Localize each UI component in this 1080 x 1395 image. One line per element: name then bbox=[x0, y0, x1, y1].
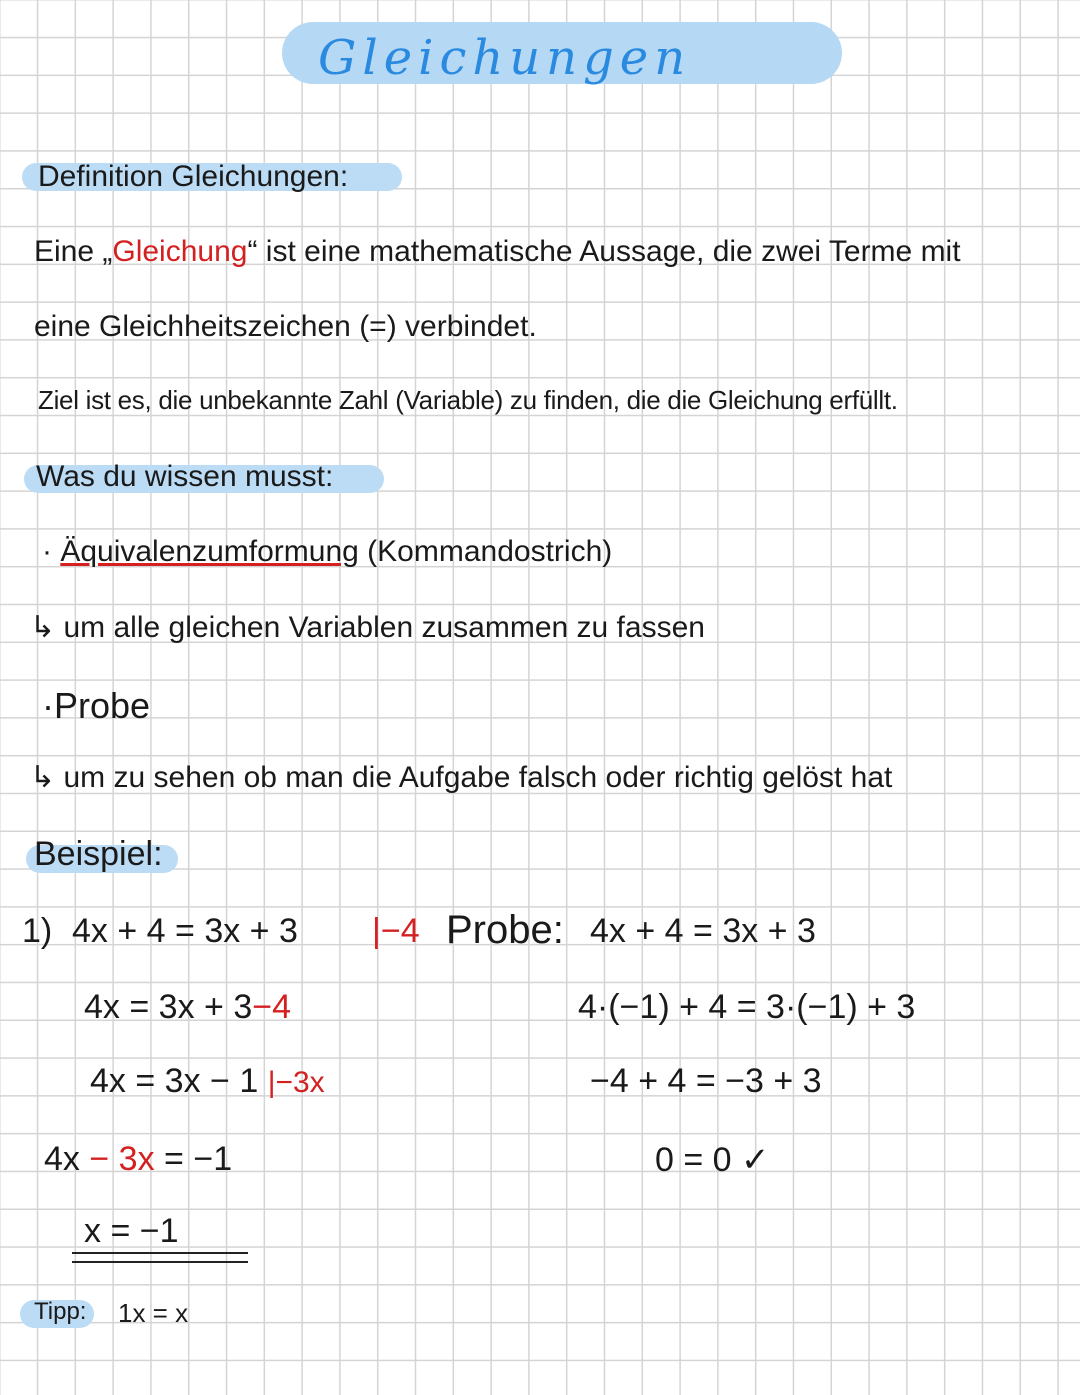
definition-line-2: eine Gleichheitszeichen (=) verbindet. bbox=[34, 310, 537, 343]
item-desc-1 bbox=[30, 610, 705, 645]
probe-line-2: 4·(−1) + 4 = 3·(−1) + 3 bbox=[578, 988, 916, 1026]
definition-line-1 bbox=[34, 235, 961, 269]
probe-line-3: −4 + 4 = −3 + 3 bbox=[590, 1062, 822, 1100]
item-desc-2 bbox=[30, 760, 892, 795]
text: Eine „ bbox=[34, 235, 113, 268]
definition-heading: Definition Gleichungen: bbox=[38, 160, 349, 193]
step-op: |−3x bbox=[267, 1066, 325, 1099]
beispiel-heading: Beispiel: bbox=[34, 835, 163, 873]
probe-line-1: 4x + 4 = 3x + 3 bbox=[590, 912, 816, 950]
text: 4x bbox=[44, 1140, 80, 1178]
text: 4x = 3x + 3 bbox=[84, 988, 253, 1026]
item-title: Probe bbox=[54, 685, 151, 726]
item-aequivalenzumformung: · Äquivalenzumformung (Kommandostrich) bbox=[42, 535, 613, 568]
step-1: 4x + 4 = 3x + 3 bbox=[72, 912, 298, 950]
example-number: 1) bbox=[22, 912, 53, 950]
arrow-icon: ↳ bbox=[30, 761, 64, 794]
wissen-heading: Was du wissen musst: bbox=[36, 460, 334, 493]
step-3 bbox=[90, 1062, 325, 1101]
red-term: − 3x bbox=[89, 1140, 155, 1178]
step-5-result: x = −1 bbox=[84, 1212, 179, 1250]
term-gleichung: Gleichung bbox=[112, 235, 248, 268]
step-4 bbox=[44, 1140, 232, 1179]
red-term: −4 bbox=[252, 988, 291, 1026]
text: um alle gleichen Variablen zusammen zu fassen bbox=[63, 611, 705, 644]
definition-line-3: Ziel ist es, die unbekannte Zahl (Variable) zu finden, die die Gleichung erfüllt. bbox=[38, 385, 898, 415]
text: 4x = 3x − 1 bbox=[90, 1062, 259, 1100]
item-note: (Kommandostrich) bbox=[367, 535, 613, 568]
item-title: Äquivalenzumformung bbox=[60, 535, 359, 568]
text: um zu sehen ob man die Aufgabe falsch oder richtig gelöst hat bbox=[63, 761, 893, 794]
probe-label: Probe: bbox=[446, 908, 564, 952]
probe-line-4: 0 = 0 ✓ bbox=[655, 1141, 770, 1179]
text: “ ist eine mathematische Aussage, die zwei Terme mit bbox=[247, 235, 961, 268]
page-title: Gleichungen bbox=[318, 30, 692, 86]
arrow-icon: ↳ bbox=[30, 611, 64, 644]
tipp-text: 1x = x bbox=[118, 1298, 189, 1328]
step-1-op: |−4 bbox=[372, 912, 420, 950]
double-underline bbox=[72, 1252, 248, 1263]
step-2 bbox=[84, 988, 291, 1027]
text: = −1 bbox=[164, 1140, 233, 1178]
item-probe: ·Probe bbox=[42, 685, 151, 726]
tipp-label: Tipp: bbox=[34, 1298, 87, 1325]
